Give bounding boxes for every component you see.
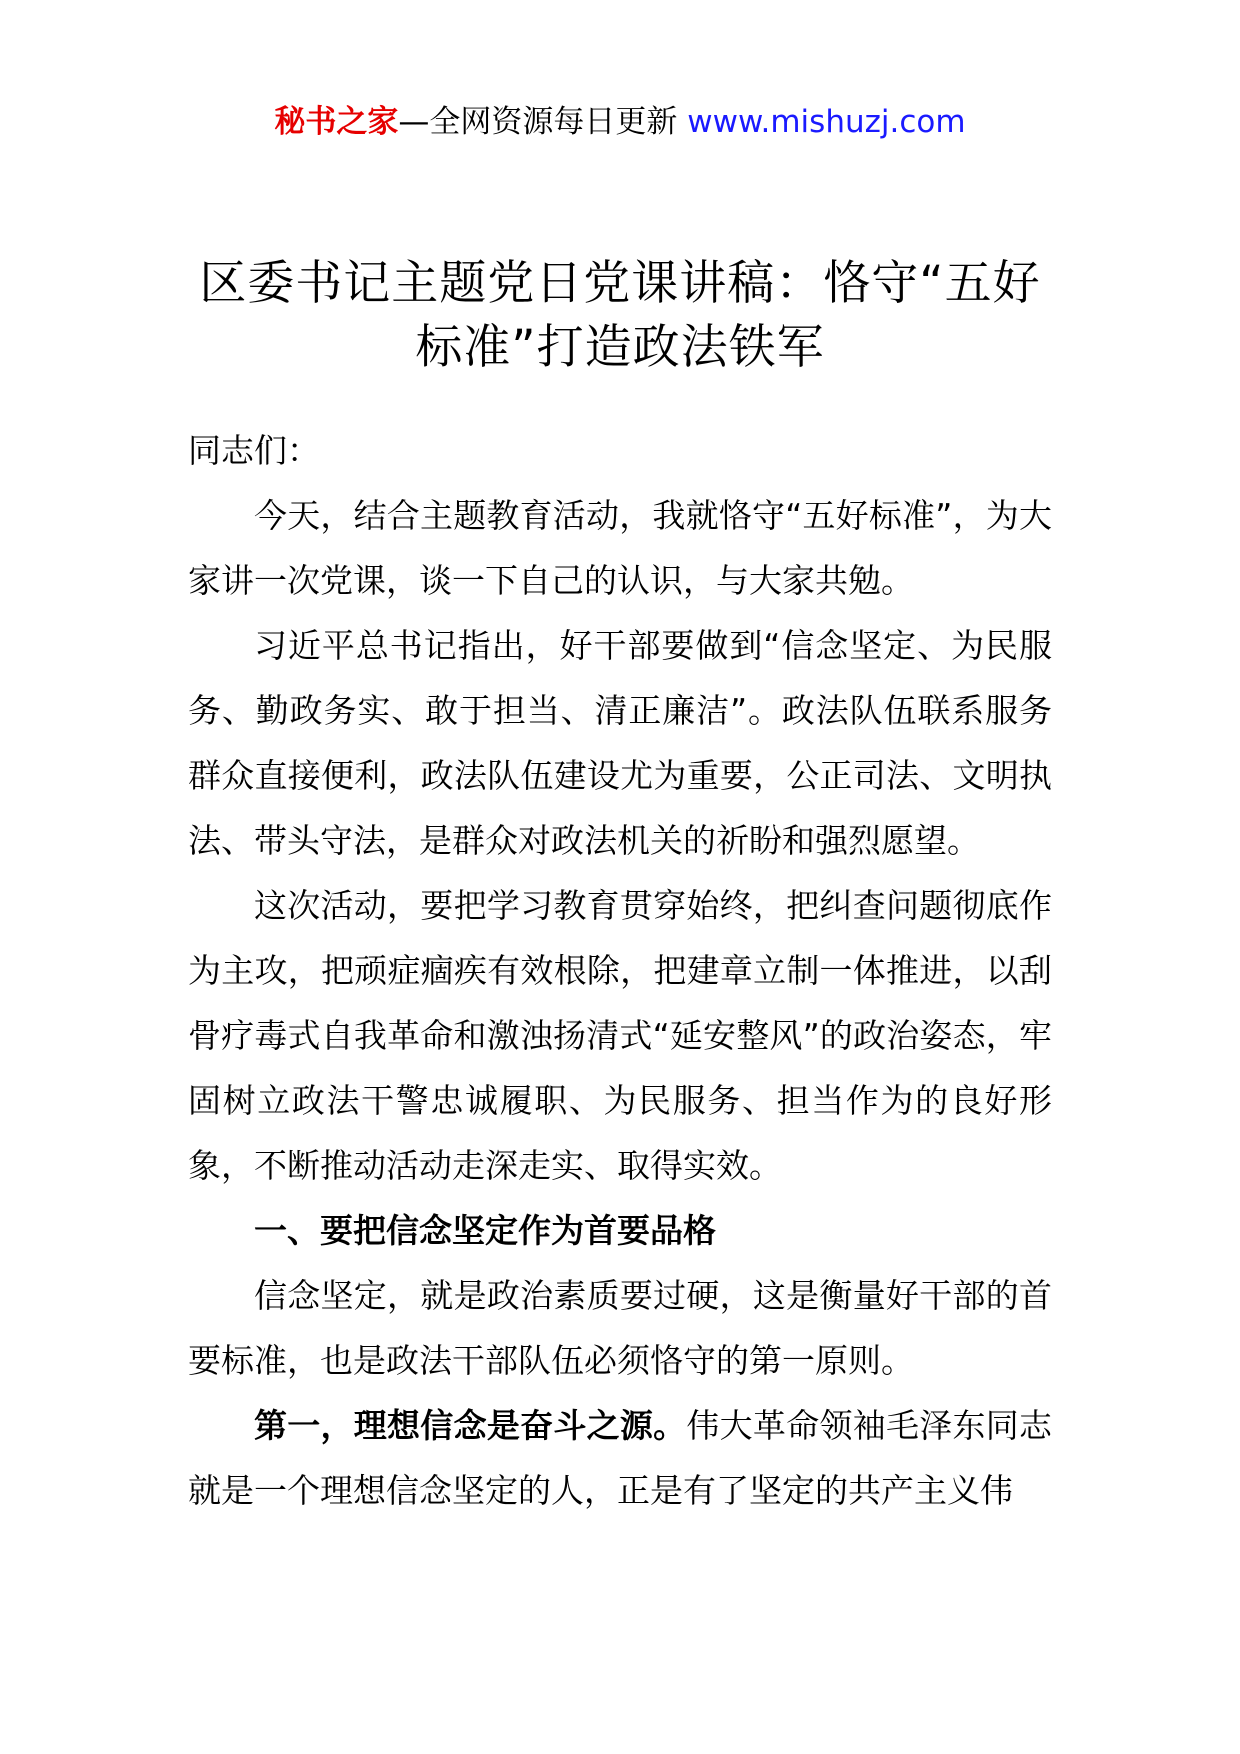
point-lead: 第一，理想信念是奋斗之源。 [254, 1406, 687, 1445]
site-brand: 秘书之家 [274, 104, 399, 140]
site-header [0, 100, 1240, 144]
document-body [188, 418, 1052, 1523]
point-text: 伟大革命领袖毛泽东同志就是一个理想信念坚定的人，正是有了坚定的共产主义伟 [188, 1406, 1053, 1510]
salutation: 同志们： [188, 431, 320, 470]
paragraph: 今天，结合主题教育活动，我就恪守“五好标准”，为大家讲一次党课，谈一下自己的认识，与大家共勉。 [188, 496, 1052, 600]
site-slogan: —全网资源每日更新 [398, 104, 678, 140]
paragraph [188, 1393, 1052, 1523]
paragraph: 信念坚定，就是政治素质要过硬，这是衡量好干部的首要标准，也是政法干部队伍必须恪守的第一原则。 [188, 1276, 1052, 1380]
paragraph: 这次活动，要把学习教育贯穿始终，把纠查问题彻底作为主攻，把顽症痼疾有效根除，把建章立制一体推进，以刮骨疗毒式自我革命和激浊扬清式“延安整风”的政治姿态，牢固树立政法干警忠诚履职、为民服务、担当作为的良好形象，不断推动活动走深走实、取得实效。 [188, 886, 1052, 1185]
site-url-link[interactable]: www.mishuzj.com [687, 104, 966, 140]
section-heading: 一、要把信念坚定作为首要品格 [254, 1211, 716, 1250]
document-title: 区委书记主题党日党课讲稿：恪守“五好标准”打造政法铁军 [199, 256, 1041, 375]
paragraph: 习近平总书记指出，好干部要做到“信念坚定、为民服务、勤政务实、敢于担当、清正廉洁”。政法队伍联系服务群众直接便利，政法队伍建设尤为重要，公正司法、文明执法、带头守法，是群众对政法机关的祈盼和强烈愿望。 [188, 626, 1052, 860]
